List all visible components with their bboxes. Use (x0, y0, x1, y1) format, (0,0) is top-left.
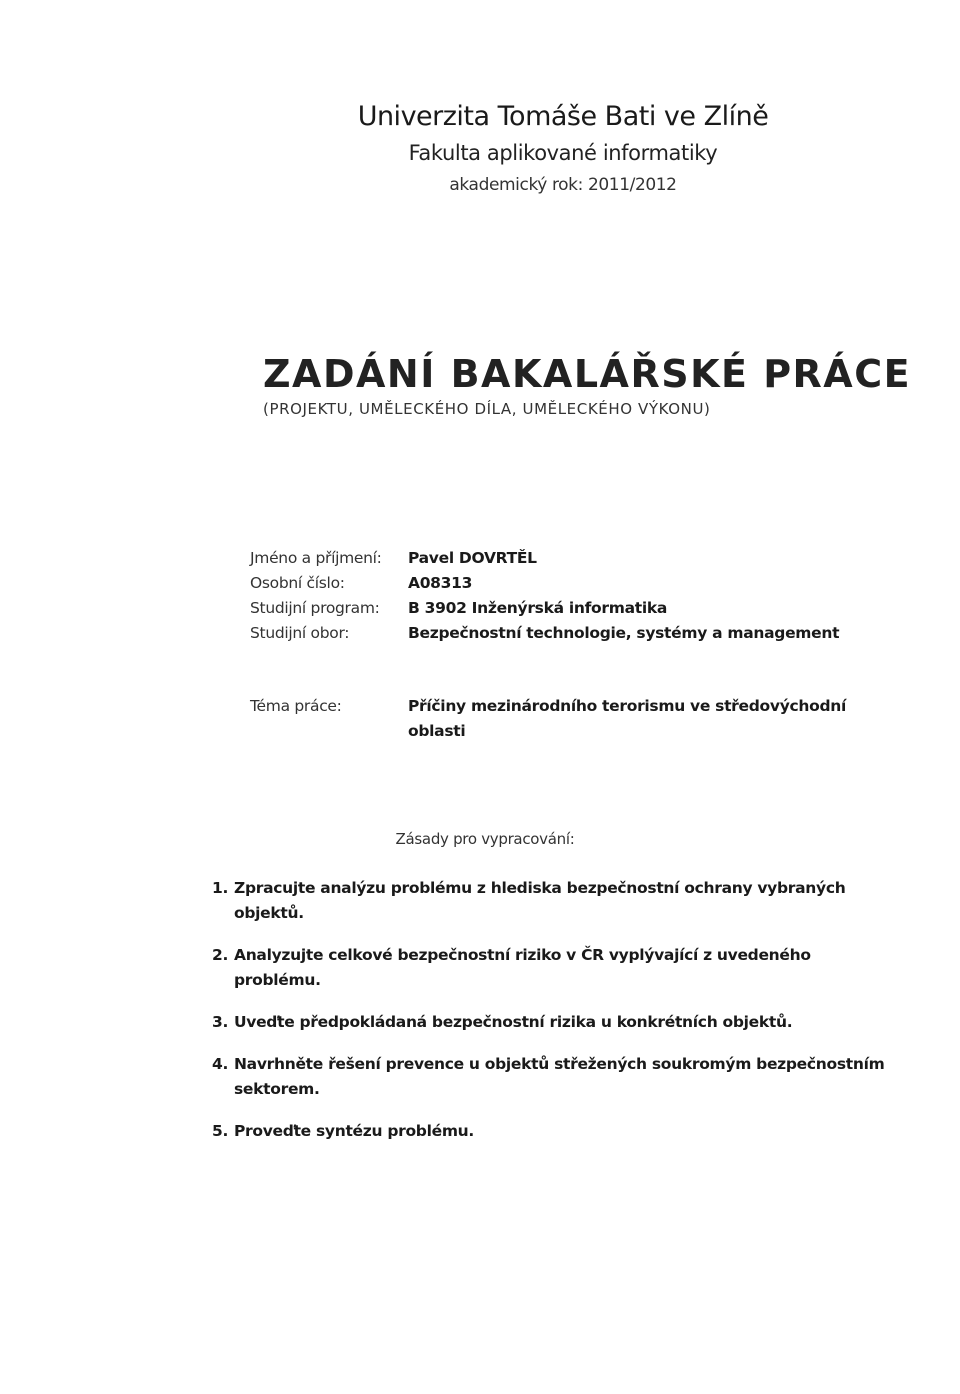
list-item (212, 1010, 902, 1035)
list-item-number: 2. (212, 946, 229, 964)
list-item (212, 943, 902, 993)
info-label: Studijní obor: (250, 624, 350, 642)
list-item-text: Navrhněte řešení prevence u objektů střežených soukromým bezpečnostním sektorem. (234, 1055, 885, 1098)
list-item-number: 5. (212, 1122, 229, 1140)
list-item-text: Analyzujte celkové bezpečnostní riziko v ČR vyplývající z uvedeného problému. (234, 946, 811, 989)
list-item (212, 876, 902, 926)
info-value: B 3902 Inženýrská informatika (408, 599, 668, 617)
info-value: A08313 (408, 574, 473, 592)
list-item-text: Proveďte syntézu problému. (234, 1122, 475, 1140)
info-row-study-program (250, 596, 839, 621)
info-row-study-field (250, 621, 839, 646)
faculty-name: Fakulta aplikované informatiky (408, 141, 718, 165)
document-subtitle: (PROJEKTU, UMĚLECKÉHO DÍLA, UMĚLECKÉHO VÝKONU) (263, 400, 711, 418)
document-header (0, 98, 960, 200)
thesis-topic (250, 694, 848, 744)
info-label: Osobní číslo: (250, 574, 345, 592)
list-item-number: 1. (212, 879, 229, 897)
list-item-text: Uveďte předpokládaná bezpečnostní rizika u konkrétních objektů. (234, 1013, 793, 1031)
list-item-number: 4. (212, 1055, 229, 1073)
document-title: ZADÁNÍ BAKALÁŘSKÉ PRÁCE (263, 352, 912, 396)
list-item (212, 1119, 902, 1144)
university-name: Univerzita Tomáše Bati ve Zlíně (357, 101, 769, 132)
student-info (250, 546, 839, 646)
principles-list (212, 876, 902, 1161)
topic-value: Příčiny mezinárodního terorismu ve středovýchodní oblasti (408, 697, 847, 740)
info-value: Pavel DOVRTĚL (408, 549, 537, 567)
title-block (263, 350, 911, 418)
info-value: Bezpečnostní technologie, systémy a management (408, 624, 840, 642)
academic-year: akademický rok: 2011/2012 (449, 175, 677, 195)
principles-heading: Zásady pro vypracování: (395, 830, 575, 848)
list-item (212, 1052, 902, 1102)
info-label: Jméno a příjmení: (250, 549, 382, 567)
info-row-personal-number (250, 571, 839, 596)
list-item-text: Zpracujte analýzu problému z hlediska bezpečnostní ochrany vybraných objektů. (234, 879, 846, 922)
topic-label: Téma práce: (250, 697, 342, 715)
info-label: Studijní program: (250, 599, 380, 617)
info-row-name (250, 546, 839, 571)
list-item-number: 3. (212, 1013, 229, 1031)
